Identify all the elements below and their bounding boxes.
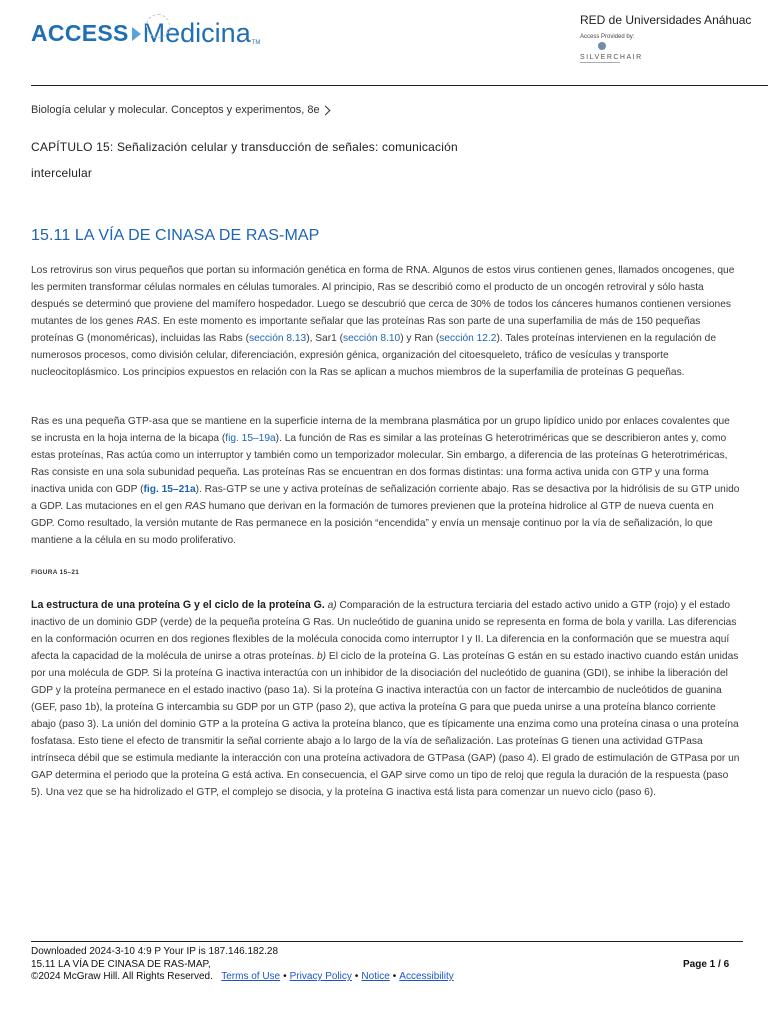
footer-links-row [31,971,454,984]
link-seccion-8-13[interactable]: sección 8.13 [248,333,307,344]
chapter-title-line-2: intercelular [31,166,93,180]
p2-gene-ras: RAS [184,501,206,512]
figure-label: FIGURA 15–21 [31,569,80,576]
silverchair-logo-icon [598,42,606,50]
link-fig-15-21a[interactable]: fig. 15–21a [143,484,196,495]
p1-text-e: ). Tales proteínas intervienen en la regulación de numerosos procesos, como división celular, diferenciación, expresión génica, organización del citoesqueleto, tráfico de vesículas y transporte nucleocitoplásmico. Los principios expuestos en relación con la Ras se aplican a muchos miembros de la superfamilia de proteínas G pequeñas. [31,333,717,378]
caption-part-a-label: a) [327,600,337,611]
paragraph-retrovirus [31,262,740,381]
bullet-separator: • [354,971,359,982]
chapter-title-line-1: CAPÍTULO 15: Señalización celular y transducción de señales: comunicación [31,140,458,154]
bullet-separator: • [283,971,287,982]
link-seccion-12-2[interactable]: sección 12.2 [439,333,497,344]
chevron-right-icon [320,105,330,115]
chapter-title [31,134,551,186]
page-footer [31,946,454,984]
privacy-policy-link[interactable]: Privacy Policy [289,971,352,982]
p2-text-d: humano que derivan en la formación de tumores previenen que la proteína hidrolice al GTP de nueva cuenta en GDP. Como resultado, la versión mutante de Ras permanece en la posición “encendida” y envía un mensaje continuo por la vía de señalización, lo que mantiene a la célula en su modo proliferativo. [31,501,714,546]
p1-gene-ras: RAS [136,316,158,327]
footer-doc-title: 15.11 LA VÍA DE CINASA DE RAS-MAP, [31,958,211,970]
figure-caption [31,597,740,801]
accessmedicina-logo[interactable] [31,16,260,50]
header-divider [31,85,768,86]
logo-medicina-text: Medicina [142,17,251,48]
p2-text-c: ). Ras-GTP se une y activa proteínas de señalización corriente abajo. Ras se desactiva por la hidrólisis de su GTP unido a GDP. Las mutaciones en el gen [31,484,740,512]
paragraph-ras-gtpasa [31,413,740,549]
p2-text-b: ). La función de Ras es similar a las proteínas G heterotriméricas que se describieron antes y, como estas proteínas, Ras actúa como un interruptor y también como un temporizador molecular. Sin embargo, a diferencia de las proteínas G heterotriméricas, Ras consiste en una sola subunidad pequeña. Las proteínas Ras se encuentran en dos formas distintas: una forma activa unida con GTP y una forma inactiva unida con GDP ( [31,433,728,495]
link-seccion-8-10[interactable]: sección 8.10 [342,333,401,344]
link-fig-15-19a[interactable]: fig. 15–19a [225,433,276,444]
page-number: Page 1 / 6 [683,959,730,970]
institution-name: RED de Universidades Anáhuac [580,13,752,27]
caption-part-b: El ciclo de la proteína G. Las proteínas G están en su estado inactivo cuando están unidas por una molécula de GDP. Si la proteína G inactiva interactúa con un inhibidor de la disociación del nucleótido de guanina (GDI), se inhibe la liberación del GDP y la proteína permanece en el estado inactivo (paso 1a). Si la proteína G inactiva interactúa con un factor de intercambio de nucleótidos de guanina (GEF, paso 1b), la proteína G intercambia su GDP por un GTP (paso 2), que activa la proteína G para que pueda unirse a una proteína blanco corriente abajo (paso 3). La unión del dominio GTP a la proteína G activa la proteína blanco, que es típicamente una enzima como una proteína cinasa o una proteína fosfatasa. Esto tiene el efecto de transmitir la señal corriente abajo a lo largo de la vía de señalización. Las proteínas G tienen una actividad GTPasa intrínseca débil que se estimula mediante la interacción con una proteína activadora de GTPasa (GAP) (paso 4). El grado de estimulación de GTPasa por un GAP determina el periodo que la proteína G está activa. En consecuencia, el GAP sirve como un tipo de reloj que regula la duración de la respuesta (paso 5). Una vez que se ha hidrolizado el GTP, el complejo se disocia, y la proteína G inactiva está lista para comenzar un nuevo ciclo (paso 6). [31,651,740,798]
p1-text-c: ), Sar1 ( [306,333,343,344]
site-header [0,0,768,86]
silverchair-logo-text: SILVERCHAIR [580,54,643,61]
p1-text-b: . En este momento es importante señalar que las proteínas Ras son parte de una superfamilia de más de 150 pequeñas proteínas G (monoméricas), incluidas las Rabs ( [31,316,701,344]
notice-link[interactable]: Notice [361,971,390,982]
p1-text-a: Los retrovirus son virus pequeños que portan su información genética en forma de RNA. Algunos de estos virus contienen genes, llamados oncogenes, que les permiten transformar células normales en células tumorales. Al principio, Ras se describió como el producto de un oncogén retroviral y sólo hasta después se determinó que proviene del mamífero hospedador. Luego se descubrió que cerca de 30% de todos los cánceres humanos contienen versiones mutantes de los genes [31,265,735,327]
p1-text-d: ) y Ran ( [400,333,440,344]
section-title: 15.11 LA VÍA DE CINASA DE RAS-MAP [31,227,320,244]
copyright-text: ©2024 McGraw Hill. All Rights Reserved. [31,971,213,982]
accessibility-link[interactable]: Accessibility [399,971,454,982]
logo-access-text: ACCESS [31,19,129,46]
logo-ring-icon [146,14,170,38]
p2-text-a: Ras es una pequeña GTP-asa que se mantiene en la superficie interna de la membrana plasmática por un grupo lipídico unido por enlaces covalentes que se incrusta en la hoja interna de la bicapa ( [31,416,730,444]
caption-part-a: Comparación de la estructura terciaria del estado activo unido a GTP (rojo) y el estado inactivo de un dominio GDP (verde) de la pequeña proteína G Ras. Un nucleótido de guanina unido se representa en forma de bola y varilla. Las diferencias en la conformación ocurren en dos regiones flexibles de la molécula conocida como interruptor I y II. La diferencia en la conformación que se muestra aquí afecta la capacidad de la molécula de unirse a otras proteínas. [31,600,737,662]
footer-divider [31,941,743,942]
breadcrumb[interactable] [31,104,329,116]
bullet-separator: • [392,971,397,982]
logo-arrow-icon [132,27,141,41]
caption-title: La estructura de una proteína G y el ciclo de la proteína G. [31,599,325,611]
silverchair-underline [580,62,620,63]
terms-of-use-link[interactable]: Terms of Use [221,971,281,982]
breadcrumb-book-title[interactable]: Biología celular y molecular. Conceptos y experimentos, 8e [31,104,320,116]
access-provided-label: Access Provided by: [580,34,635,40]
download-info: Downloaded 2024-3-10 4:9 P Your IP is 187.146.182.28 [31,946,279,957]
caption-part-b-label: b) [317,651,327,662]
logo-trademark: TM [251,40,261,46]
